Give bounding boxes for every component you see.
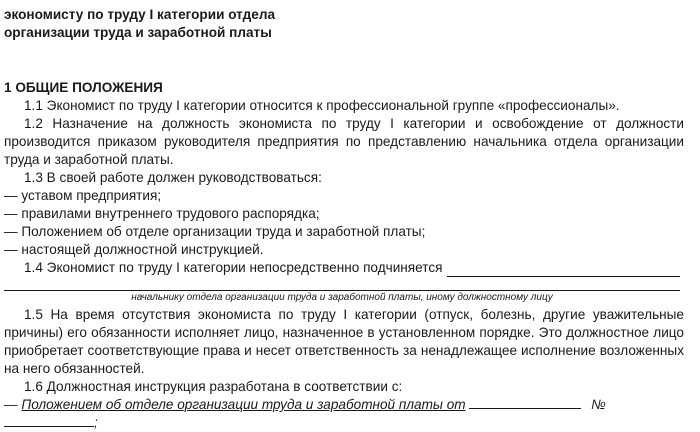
section-heading: 1 ОБЩИЕ ПОЛОЖЕНИЯ (4, 80, 163, 95)
regulation-reference: Положением об отделе организации труда и заработной платы от (21, 397, 466, 412)
clause-1-4-text: 1.4 Экономист по труду I категории непосредственно подчиняется (24, 260, 443, 275)
title-line-2: организации труда и заработной платы (4, 25, 272, 40)
clause-1-2: 1.2 Назначение на должность экономиста по труду I категории и освобождение от должности производится приказом руководителя предприятия по представлению начальника отдела организации труда и заработной платы. (4, 116, 684, 167)
number-sign: № (591, 397, 606, 412)
list-item: — правилами внутреннего трудового распорядка; (4, 206, 320, 221)
clause-1-4 (4, 259, 680, 277)
section-general-provisions (4, 79, 684, 432)
document-title (4, 6, 684, 42)
list-item: — уставом предприятия; (4, 188, 162, 203)
clause-1-1: 1.1 Экономист по труду I категории относится к профессиональной группе «профессионалы». (24, 98, 620, 113)
clause-1-6: 1.6 Должностная инструкция разработана в соответствии с: (24, 379, 403, 394)
clause-1-5: 1.5 На время отсутствия экономиста по труду I категории (отпуск, болезнь, другие уважительные причины) его обязанности исполняет лицо, назначенное в установленном порядке. Это должностное лицо приобретает соответствующие права и несет ответственность за ненадлежащее исполнение возложенных на него обязанностей. (4, 307, 684, 376)
supervisor-blank-line-2[interactable] (4, 277, 680, 291)
semicolon: ; (94, 415, 98, 430)
list-item: — настоящей должностной инструкцией. (4, 242, 264, 257)
number-blank[interactable] (4, 414, 94, 427)
document-page (4, 6, 684, 432)
title-line-1: экономисту по труду I категории отдела (4, 7, 276, 22)
clause-1-6-item (4, 396, 684, 432)
clause-1-4-caption: начальнику отдела организации труда и заработной платы, иному должностному лицу (131, 292, 553, 303)
clause-1-3: 1.3 В своей работе должен руководствоваться: (24, 170, 322, 185)
list-dash: — (4, 397, 18, 412)
list-item: — Положением об отделе организации труда и заработной платы; (4, 224, 426, 239)
supervisor-blank-line[interactable] (447, 263, 680, 277)
